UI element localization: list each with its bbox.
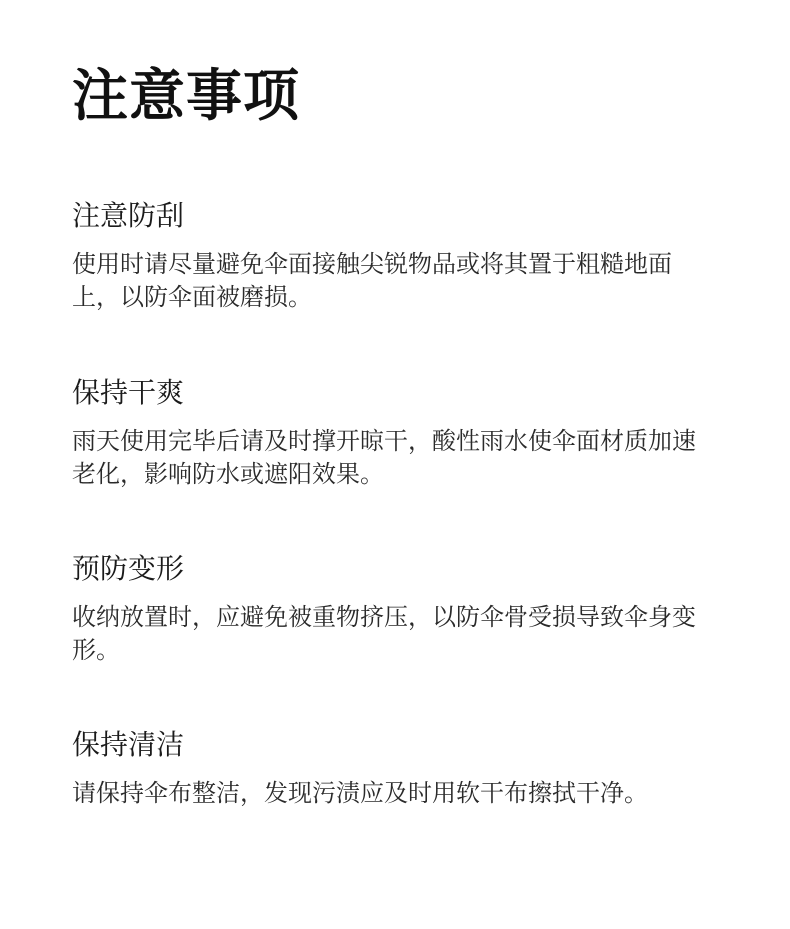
section-body: 请保持伞布整洁，发现污渍应及时用软干布擦拭干净。 <box>72 779 648 807</box>
section-body: 使用时请尽量避免伞面接触尖锐物品或将其置于粗糙地面上，以防伞面被磨损。 <box>72 250 672 311</box>
section-body: 收纳放置时，应避免被重物挤压，以防伞骨受损导致伞身变形。 <box>72 603 696 664</box>
section-keep-dry <box>72 373 712 491</box>
section-scratch-prevention <box>72 196 712 314</box>
page-title: 注意事项 <box>72 64 300 129</box>
section-body: 雨天使用完毕后请及时撑开晾干，酸性雨水使伞面材质加速老化，影响防水或遮阳效果。 <box>72 427 696 488</box>
section-keep-clean <box>72 725 712 810</box>
section-heading: 注意防刮 <box>72 199 185 232</box>
section-prevent-deformation <box>72 549 712 667</box>
section-heading: 预防变形 <box>72 552 185 585</box>
section-heading: 保持清洁 <box>72 728 185 761</box>
section-heading: 保持干爽 <box>72 376 185 409</box>
